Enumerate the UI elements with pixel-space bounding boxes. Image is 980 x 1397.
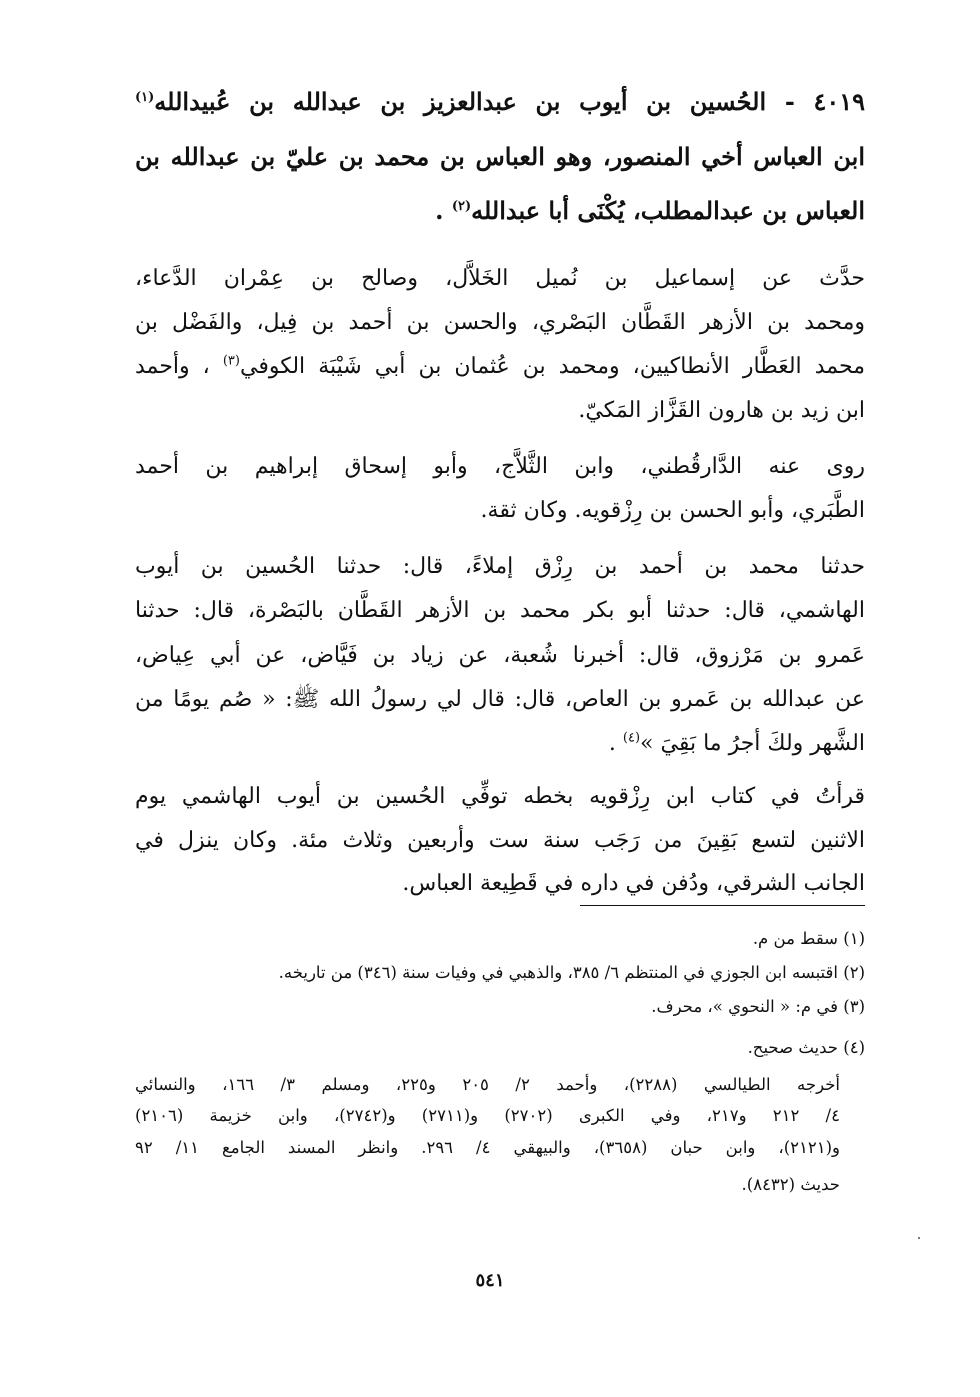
- teachers-end: ، وأحمد: [135, 354, 223, 379]
- entry-heading-line-1: [135, 87, 865, 116]
- footnote-4-detail-line-3: و(٢١٢١)، وابن حبان (٣٦٥٨)، والبيهقي ٤/ ٢٩٦. وانظر المسند الجامع ١١/ ٩٢: [135, 1138, 841, 1157]
- teachers-text: محمد العَطَّار الأنطاكيين، ومحمد بن عُثمان بن أبي شَيْبَة الكوفي: [239, 354, 865, 379]
- scan-speck: [918, 1237, 920, 1239]
- teachers-line-3: [135, 353, 865, 379]
- footnote-ref-2: (٢): [451, 199, 472, 214]
- students-line-1: روى عنه الدَّارقُطني، وابن الثَّلاَّج، وأبو إسحاق إبراهيم بن أحمد: [135, 454, 865, 479]
- hadith-line-4: عن عبدالله بن عَمرو بن العاص، قال: قال لي رسولُ الله ﷺ: « صُم يومًا من: [135, 687, 865, 712]
- teachers-line-4: ابن زيد بن هارون القَزَّاز المَكيّ.: [578, 398, 865, 423]
- hadith-line-2: الهاشمي، قال: حدثنا أبو بكر محمد بن الأزهر القَطَّان بالبَصْرة، قال: حدثنا: [135, 598, 865, 623]
- footnote-ref-1: (١): [135, 90, 155, 105]
- hadith-line-5: [135, 730, 865, 756]
- students-line-2: الطَّبَري، وأبو الحسن بن رِزْقويه. وكان ثقة.: [480, 498, 865, 523]
- entry-heading-line-2: ابن العباس أخي المنصور، وهو العباس بن محمد بن عليّ بن عبدالله بن: [135, 142, 865, 171]
- footnote-1: (١) سقط من م.: [752, 929, 865, 948]
- death-line-3: الجانب الشرقي، ودُفن في داره في قَطِيعة العباس.: [402, 871, 865, 896]
- hadith-text: الشَّهر ولكَ أجرُ ما بَقِيَ »: [640, 731, 865, 756]
- teachers-line-2: ومحمد بن الأزهر القَطَّان البَصْري، والحسن بن أحمد بن فِيل، والفَضْل بن: [135, 310, 865, 335]
- teachers-line-1: حدَّث عن إسماعيل بن نُميل الخَلاَّل، وصالح بن عِمْران الدَّعاء،: [135, 266, 865, 291]
- page-number: ٥٤١: [475, 1270, 505, 1291]
- hadith-line-3: عَمرو بن مَرْزوق، قال: أخبرنا شُعبة، عن زياد بن فَيَّاض، عن أبي عِياض،: [135, 643, 865, 668]
- hadith-end: .: [608, 731, 623, 756]
- footnote-ref-4: (٤): [622, 730, 641, 746]
- entry-heading-text: العباس بن عبدالمطلب، يُكْنَى أبا عبدالله: [471, 196, 865, 225]
- entry-heading-line-3: [135, 196, 865, 225]
- footnote-separator: [580, 905, 865, 906]
- footnote-4-detail-line-4: حديث (٨٤٣٢).: [741, 1175, 840, 1194]
- entry-heading-text: ٤٠١٩ - الحُسين بن أيوب بن عبدالعزيز بن عبدالله بن عُبيدالله: [154, 87, 865, 116]
- footnote-4-detail-line-2: ٤/ ٢١٢ و٢١٧، وفي الكبرى (٢٧٠٢) و(٢٧١١) و(٢٧٤٢)، وابن خزيمة (٢١٠٦): [135, 1106, 840, 1125]
- footnote-3: (٣) في م: « النحوي »، محرف.: [651, 997, 865, 1016]
- hadith-line-1: حدثنا محمد بن أحمد بن رِزْق إملاءً، قال: حدثنا الحُسين بن أيوب: [135, 554, 865, 579]
- death-line-2: الاثنين لتسع بَقِينَ من رَجَب سنة ست وأربعين وثلاث مئة. وكان ينزل في: [135, 828, 865, 853]
- death-line-1: قرأتُ في كتاب ابن رِزْقويه بخطه توفِّي الحُسين بن أيوب الهاشمي يوم: [135, 784, 865, 809]
- footnote-4: (٤) حديث صحيح.: [747, 1038, 865, 1057]
- footnote-4-detail-line-1: أخرجه الطيالسي (٢٢٨٨)، وأحمد ٢/ ٢٠٥ و٢٢٥، ومسلم ٣/ ١٦٦، والنسائي: [135, 1075, 840, 1094]
- footnote-2: (٢) اقتبسه ابن الجوزي في المنتظم ٦/ ٣٨٥، والذهبي في وفيات سنة (٣٤٦) من تاريخه.: [278, 963, 865, 982]
- footnote-ref-3: (٣): [222, 353, 240, 369]
- entry-heading-end: .: [435, 196, 452, 225]
